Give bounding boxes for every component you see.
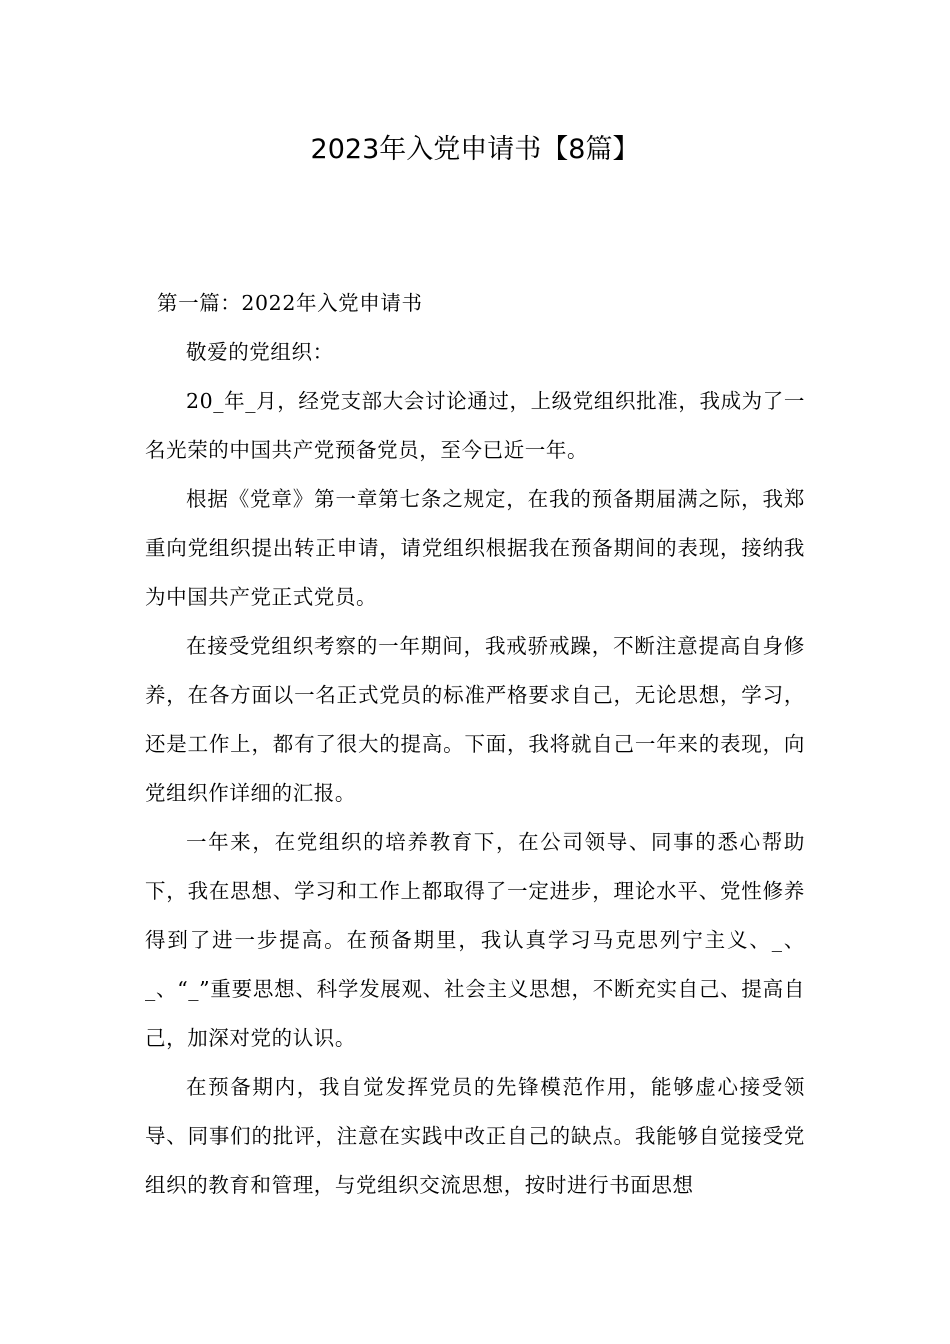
- paragraph-1: 20_年_月，经党支部大会讨论通过，上级党组织批准，我成为了一名光荣的中国共产党预备党员，至今已近一年。: [145, 389, 805, 462]
- paragraph-4: 一年来，在党组织的培养教育下，在公司领导、同事的悉心帮助下，我在思想、学习和工作上都取得了一定进步，理论水平、党性修养得到了进一步提高。在预备期里，我认真学习马克思列宁主义、_、_、“_”重要思想、科学发展观、社会主义思想，不断充实自己、提高自己，加深对党的认识。: [145, 830, 805, 1050]
- salutation: 敬爱的党组织：: [186, 340, 334, 364]
- paragraph-3: 在接受党组织考察的一年期间，我戒骄戒躁，不断注意提高自身修养，在各方面以一名正式党员的标准严格要求自己，无论思想，学习，还是工作上，都有了很大的提高。下面，我将就自己一年来的表现，向党组织作详细的汇报。: [145, 634, 805, 805]
- paragraph-5: 在预备期内，我自觉发挥党员的先锋模范作用，能够虚心接受领导、同事们的批评，注意在实践中改正自己的缺点。我能够自觉接受党组织的教育和管理，与党组织交流思想，按时进行书面思想: [145, 1075, 805, 1197]
- paragraph-2: 根据《党章》第一章第七条之规定，在我的预备期届满之际，我郑重向党组织提出转正申请，请党组织根据我在预备期间的表现，接纳我为中国共产党正式党员。: [145, 487, 805, 609]
- document-title: 2023年入党申请书【8篇】: [310, 134, 640, 165]
- document-body: [145, 279, 805, 1210]
- section-heading: 第一篇：2022年入党申请书: [157, 291, 423, 315]
